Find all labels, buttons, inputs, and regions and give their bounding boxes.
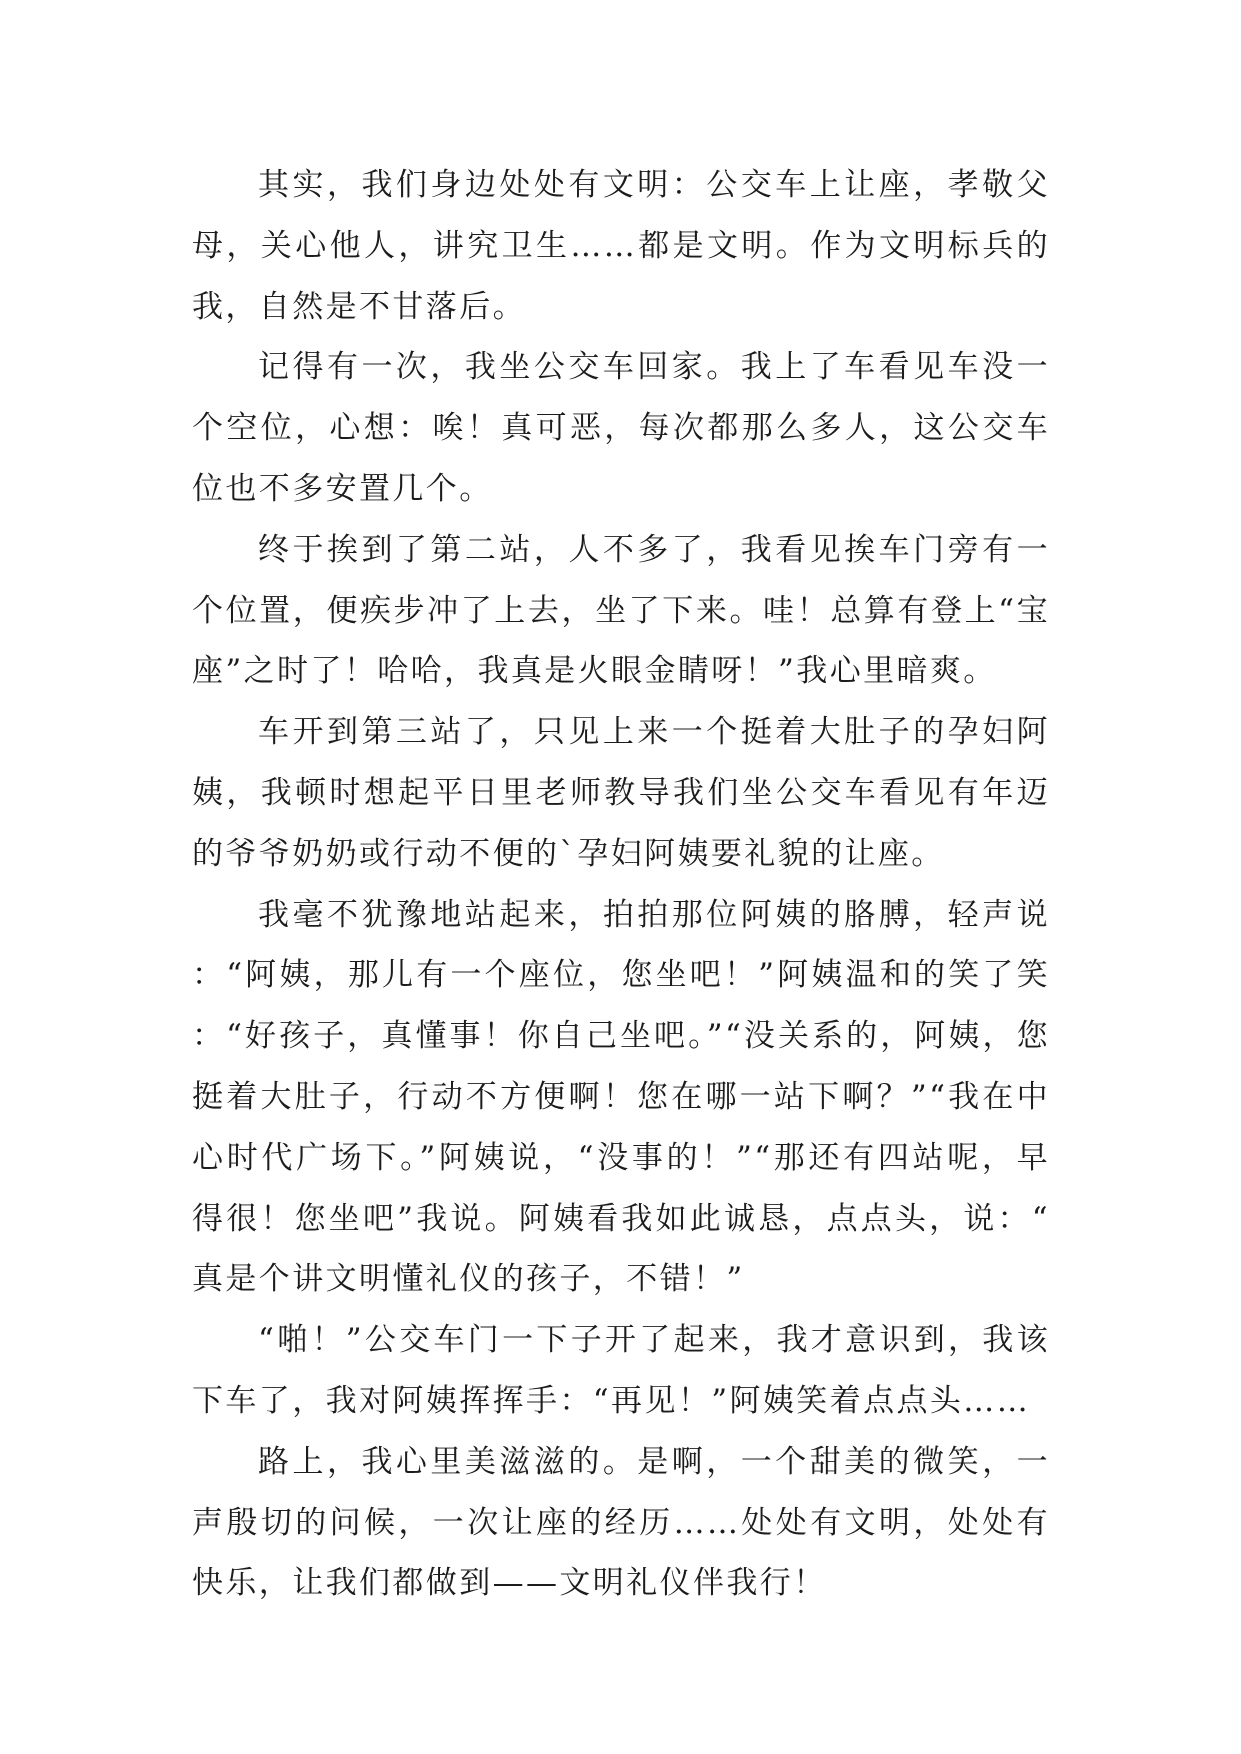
paragraph: 记得有一次，我坐公交车回家。我上了车看见车没一个空位，心想：唉！真可恶，每次都那么多人，这公交车位也不多安置几个。 bbox=[192, 349, 1050, 507]
document-body bbox=[192, 155, 1050, 1614]
paragraph: 路上，我心里美滋滋的。是啊，一个甜美的微笑，一声殷切的问候，一次让座的经历……处处有文明，处处有快乐，让我们都做到——文明礼仪伴我行！ bbox=[192, 1443, 1050, 1602]
paragraph: 车开到第三站了，只见上来一个挺着大肚子的孕妇阿姨，我顿时想起平日里老师教导我们坐公交车看见有年迈的爷爷奶奶或行动不便的`孕妇阿姨要礼貌的让座。 bbox=[192, 714, 1050, 872]
paragraph: 其实，我们身边处处有文明：公交车上让座，孝敬父母，关心他人，讲究卫生……都是文明。作为文明标兵的我，自然是不甘落后。 bbox=[192, 167, 1050, 325]
paragraph: “啪！”公交车门一下子开了起来，我才意识到，我该下车了，我对阿姨挥挥手：“再见！”阿姨笑着点点头…… bbox=[192, 1322, 1050, 1419]
paragraph: 终于挨到了第二站，人不多了，我看见挨车门旁有一个位置，便疾步冲了上去，坐了下来。哇！总算有登上“宝座”之时了！哈哈，我真是火眼金睛呀！”我心里暗爽。 bbox=[192, 531, 1050, 690]
paragraph: 我毫不犹豫地站起来，拍拍那位阿姨的胳膊，轻声说：“阿姨，那儿有一个座位，您坐吧！”阿姨温和的笑了笑：“好孩子，真懂事！你自己坐吧。”“没关系的，阿姨，您挺着大肚子，行动不方便啊！您在哪一站下啊？”“我在中心时代广场下。”阿姨说，“没事的！”“那还有四站呢，早得很！您坐吧”我说。阿姨看我如此诚恳，点点头，说：“真是个讲文明懂礼仪的孩子，不错！” bbox=[192, 896, 1050, 1298]
